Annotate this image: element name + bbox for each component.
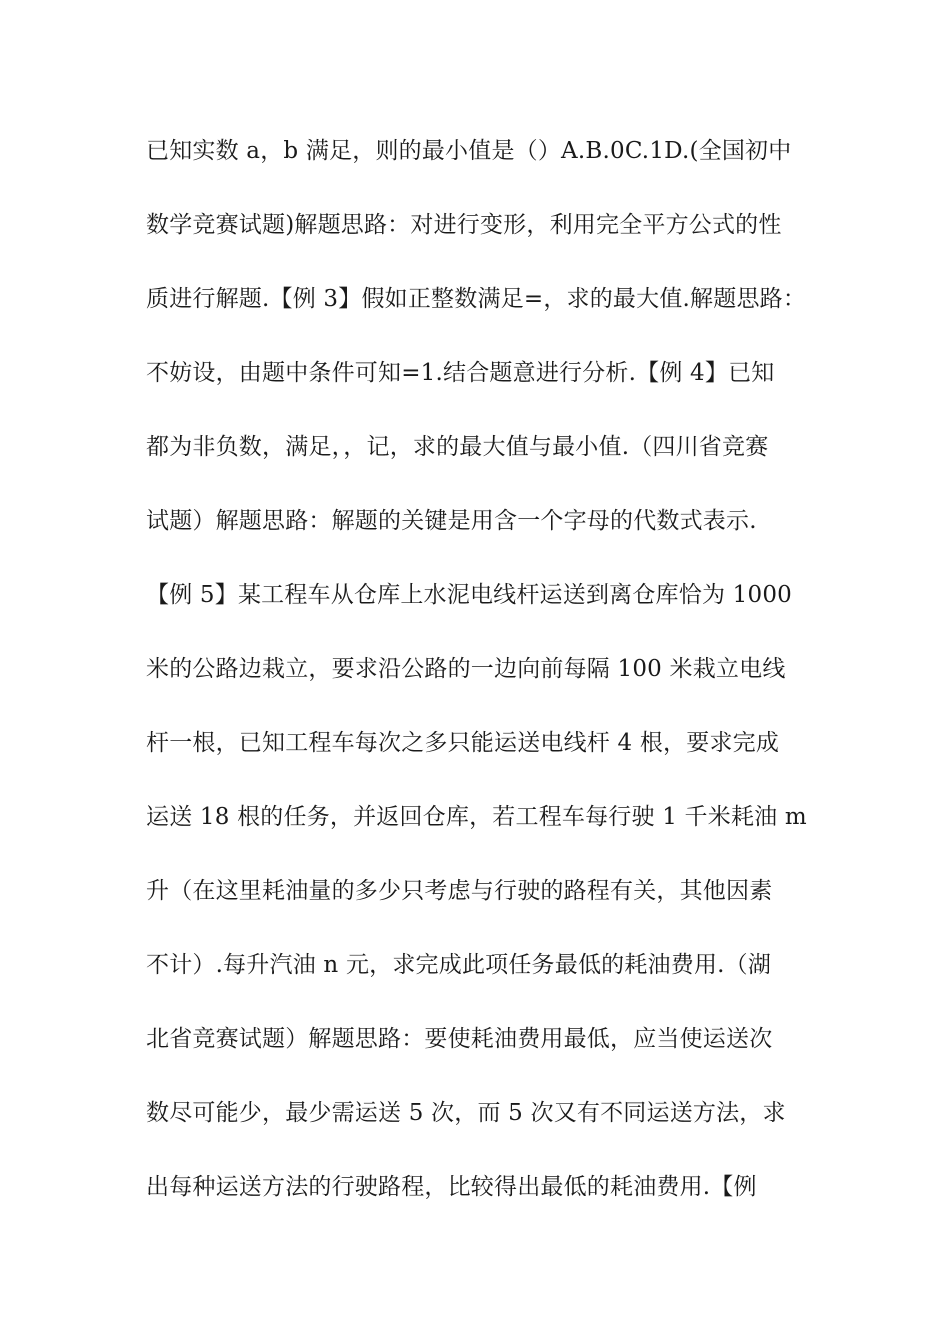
text-line: 试题）解题思路：解题的关键是用含一个字母的代数式表示. — [146, 508, 757, 534]
text-line: 数学竞赛试题)解题思路：对进行变形，利用完全平方公式的性 — [146, 212, 782, 238]
text-line: 已知实数 a，b 满足，则的最小值是（）A.B.0C.1D.(全国初中 — [146, 138, 792, 164]
text-line: 不妨设，由题中条件可知=1.结合题意进行分析.【例 4】已知 — [146, 360, 775, 386]
text-line: 不计）.每升汽油 n 元，求完成此项任务最低的耗油费用.（湖 — [146, 952, 772, 978]
text-line: 北省竞赛试题）解题思路：要使耗油费用最低，应当使运送次 — [146, 1026, 773, 1052]
text-line: 【例 5】某工程车从仓库上水泥电线杆运送到离仓库恰为 1000 — [146, 582, 792, 608]
text-line: 杆一根，已知工程车每次之多只能运送电线杆 4 根，要求完成 — [146, 730, 780, 756]
text-line: 米的公路边栽立，要求沿公路的一边向前每隔 100 米栽立电线 — [146, 656, 786, 682]
text-line: 运送 18 根的任务，并返回仓库，若工程车每行驶 1 千米耗油 m — [146, 804, 807, 830]
text-line: 质进行解题.【例 3】假如正整数满足=，求的最大值.解题思路： — [146, 286, 807, 312]
text-line: 升（在这里耗油量的多少只考虑与行驶的路程有关，其他因素 — [146, 878, 773, 904]
text-line: 出每种运送方法的行驶路程，比较得出最低的耗油费用.【例 — [146, 1174, 757, 1200]
document-body — [146, 128, 826, 1238]
text-line: 都为非负数，满足，，记，求的最大值与最小值.（四川省竞赛 — [146, 434, 769, 460]
text-line: 数尽可能少，最少需运送 5 次，而 5 次又有不同运送方法，求 — [146, 1100, 786, 1126]
